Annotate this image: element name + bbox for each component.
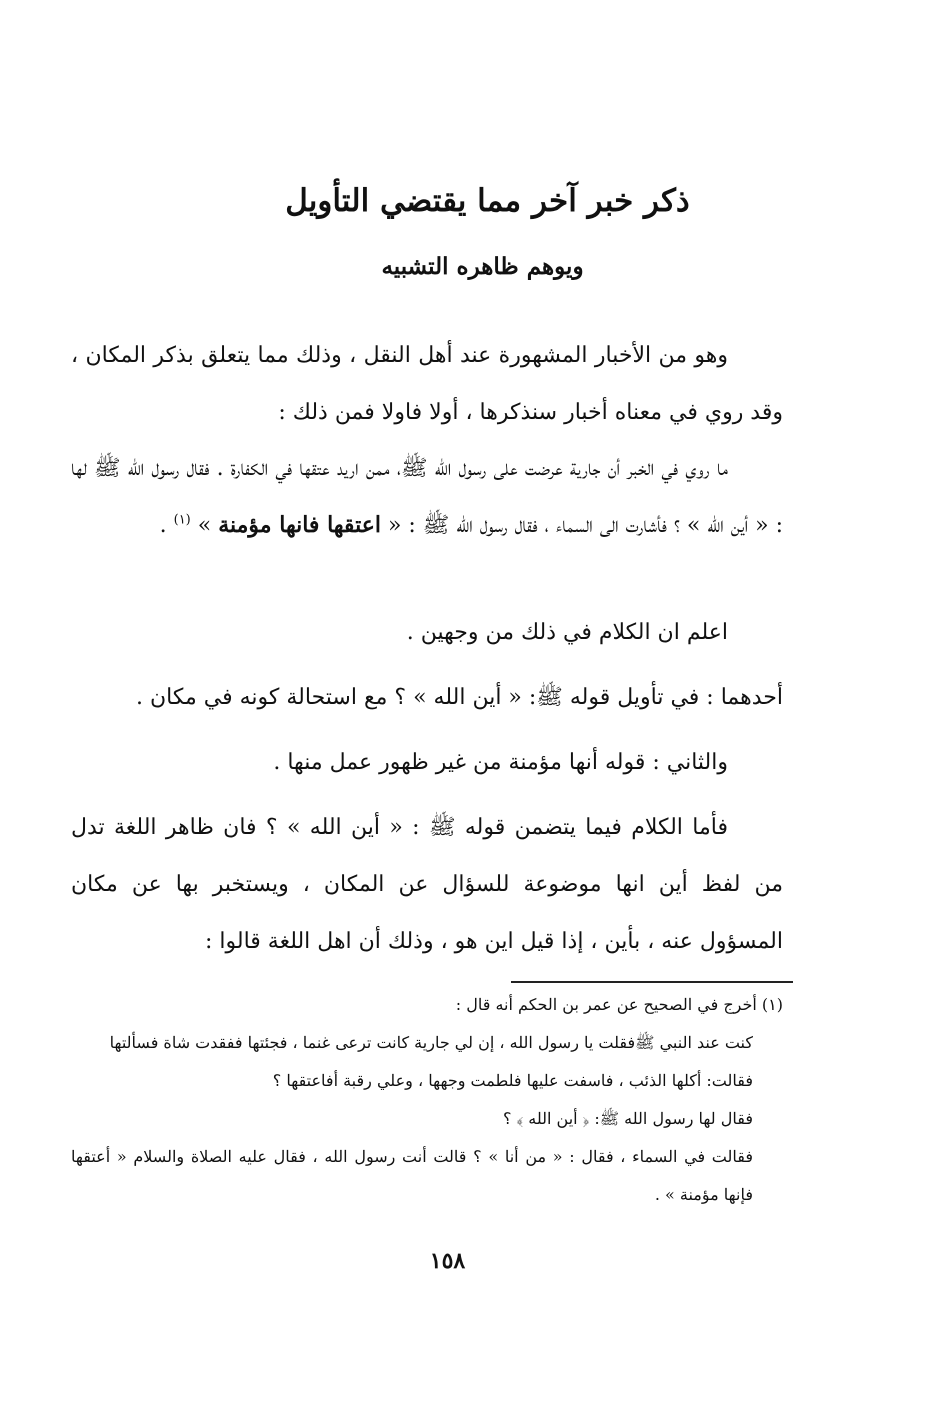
- main-text-first: [71, 669, 783, 726]
- paragraph-discussion: فأما الكلام فيما يتضمن قوله ﷺ : « أين الله » ؟ فان ظاهر اللغة تدل من لفظ أين انها موضوعة للسؤال عن المكان ، ويستخبر بها عن مكان المسؤول عنه ، بأين ، إذا قيل اين هو ، وذلك أن اهل اللغة قالوا :: [71, 815, 783, 954]
- main-text-hadith: [71, 440, 783, 554]
- paragraph-intro: وهو من الأخبار المشهورة عند أهل النقل ، وذلك مما يتعلق بذكر المكان ، وقد روي في معناه أخبار سنذكرها ، أولا فاولا فمن ذلك :: [71, 343, 783, 425]
- paragraph-second-aspect: والثاني : قوله أنها مؤمنة من غير ظهور عمل منها .: [273, 750, 728, 775]
- paragraph-first-aspect: أحدهما : في تأويل قوله ﷺ: « أين الله » ؟ مع استحالة كونه في مكان .: [136, 685, 783, 710]
- footnote-line: فقالت في السماء ، فقال : « من أنا » ؟ قالت أنت رسول الله ، فقال عليه الصلاة والسلام « أعتقها فإنها مؤمنة » .: [71, 1147, 753, 1204]
- chapter-title: ذكر خبر آخر مما يقتضي التأويل: [285, 183, 690, 219]
- main-text-discussion: [71, 799, 783, 970]
- footnote-intro: (١) أخرج في الصحيح عن عمر بن الحكم أنه قال :: [455, 995, 783, 1014]
- paragraph-hadith: [71, 440, 783, 554]
- hadith-quote: اعتقها فانها مؤمنة: [218, 512, 381, 538]
- main-text-second: [71, 734, 783, 791]
- main-text: [71, 327, 783, 441]
- page-number: ١٥٨: [429, 1248, 466, 1274]
- chapter-subtitle: ويوهم ظاهره التشبيه: [381, 253, 584, 280]
- footnote-divider: [511, 981, 793, 983]
- footnote-line: كنت عند النبي ﷺفقلت يا رسول الله ، إن لي جارية كانت ترعى غنما ، فجئتها ففقدت شاة فسألتها: [109, 1033, 753, 1052]
- footnote-line: فقال لها رسول الله ﷺ: ﴿ أين الله ﴾ ؟: [503, 1109, 753, 1128]
- hadith-quote-close: »: [197, 513, 212, 538]
- hadith-text: ما روي في الخبر أن جارية عرضت على رسول الله ﷺ، ممن اريد عتقها في الكفارة . فقال رسول الله ﷺ لها : « أين الله » ؟ فأشارت الى السماء ، فقال رسول الله ﷺ : «: [71, 456, 783, 538]
- hadith-end: .: [159, 513, 174, 538]
- main-text-aspects: [71, 604, 783, 661]
- footnote-ref: (١): [173, 512, 191, 528]
- footnotes: [71, 986, 783, 1214]
- footnote-line: فقالت: أكلها الذئب ، فاسفت عليها فلطمت وجهها ، وعلي رقبة أفاعتقها ؟: [272, 1071, 753, 1090]
- paragraph-two-aspects: اعلم ان الكلام في ذلك من وجهين .: [406, 620, 728, 645]
